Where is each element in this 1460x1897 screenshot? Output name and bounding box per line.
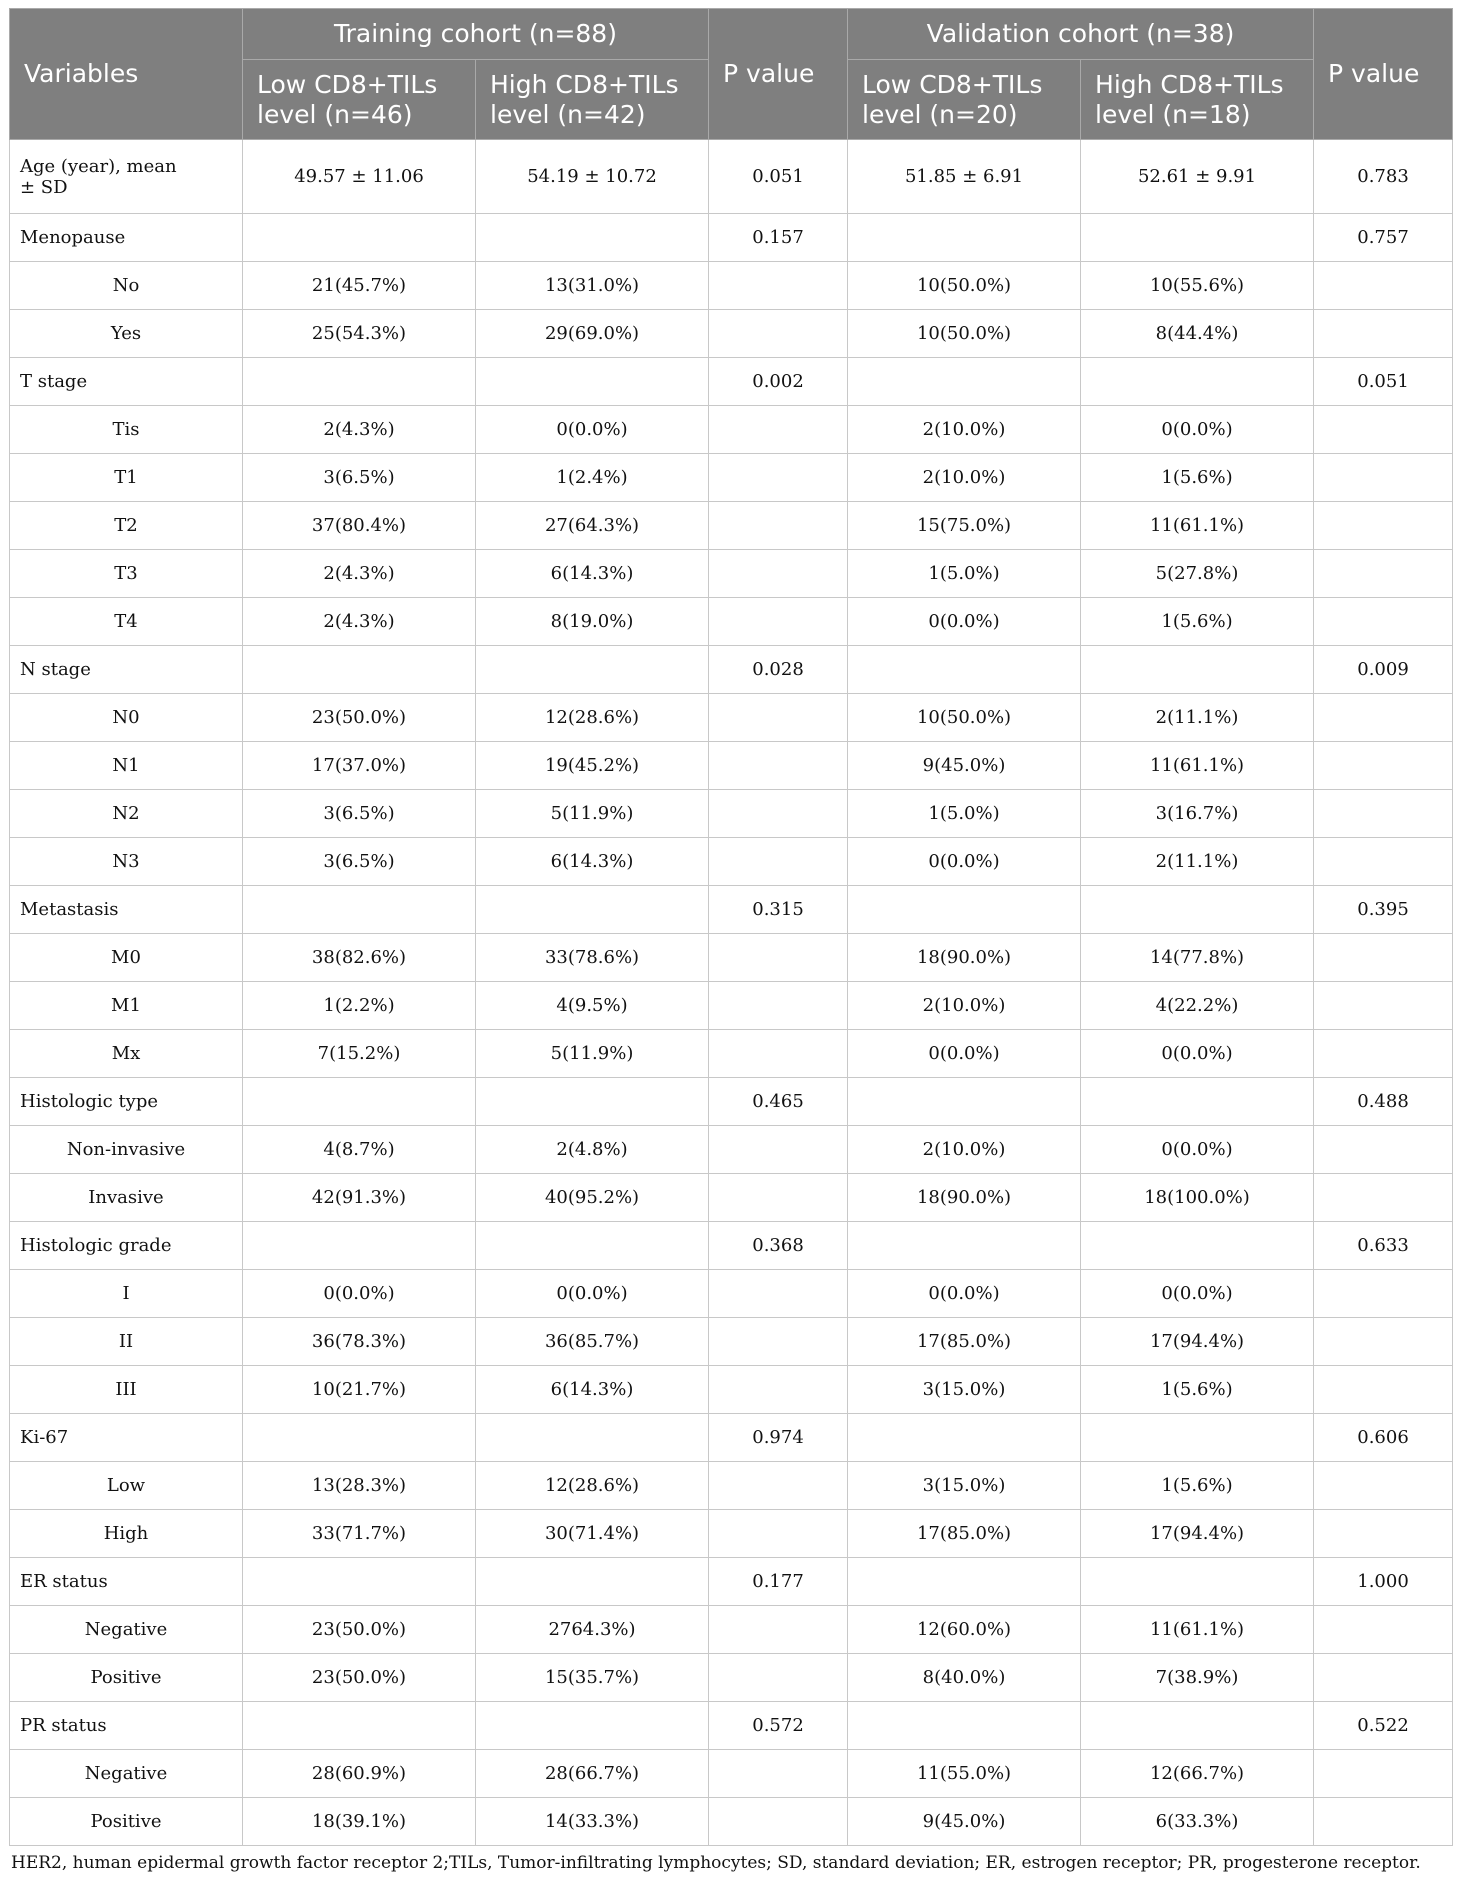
training-high-cell: [476, 886, 709, 934]
validation-high-cell: 1(5.6%): [1081, 598, 1314, 646]
validation-p-cell: [1314, 502, 1453, 550]
row-label: M0: [10, 934, 243, 982]
row-label: N2: [10, 790, 243, 838]
table-row-subcategory: [10, 1126, 1453, 1174]
training-high-cell: [476, 1414, 709, 1462]
validation-high-cell: 0(0.0%): [1081, 1030, 1314, 1078]
validation-high-cell: 2(11.1%): [1081, 694, 1314, 742]
training-low-cell: 2(4.3%): [243, 550, 476, 598]
training-p-cell: [709, 1654, 848, 1702]
row-label: Negative: [10, 1750, 243, 1798]
training-p-cell: [709, 790, 848, 838]
training-low-cell: 3(6.5%): [243, 838, 476, 886]
training-low-cell: [243, 1414, 476, 1462]
table-row-subcategory: [10, 838, 1453, 886]
row-label: No: [10, 262, 243, 310]
training-low-cell: [243, 1222, 476, 1270]
validation-high-cell: 12(66.7%): [1081, 1750, 1314, 1798]
row-label: High: [10, 1510, 243, 1558]
validation-high-cell: 0(0.0%): [1081, 406, 1314, 454]
validation-p-cell: [1314, 1126, 1453, 1174]
training-high-cell: 6(14.3%): [476, 550, 709, 598]
training-p-cell: [709, 550, 848, 598]
validation-high-cell: 17(94.4%): [1081, 1318, 1314, 1366]
table-row-variable: [10, 140, 1453, 214]
validation-high-cell: 7(38.9%): [1081, 1654, 1314, 1702]
validation-high-cell: [1081, 1702, 1314, 1750]
row-label: N3: [10, 838, 243, 886]
table-row-variable: [10, 1414, 1453, 1462]
table-row-subcategory: [10, 1318, 1453, 1366]
table-row-subcategory: [10, 790, 1453, 838]
header-validation-p-value: P value: [1314, 9, 1453, 140]
table-body: [10, 140, 1453, 1846]
training-low-cell: [243, 358, 476, 406]
training-high-cell: 1(2.4%): [476, 454, 709, 502]
validation-high-cell: 11(61.1%): [1081, 1606, 1314, 1654]
training-high-cell: 2(4.8%): [476, 1126, 709, 1174]
table-row-variable: [10, 1222, 1453, 1270]
validation-high-cell: 4(22.2%): [1081, 982, 1314, 1030]
header-validation-cohort: Validation cohort (n=38): [848, 9, 1314, 60]
training-low-cell: 7(15.2%): [243, 1030, 476, 1078]
training-p-cell: [709, 1798, 848, 1846]
table-row-subcategory: [10, 454, 1453, 502]
validation-high-cell: 14(77.8%): [1081, 934, 1314, 982]
validation-high-cell: 2(11.1%): [1081, 838, 1314, 886]
validation-high-cell: 1(5.6%): [1081, 454, 1314, 502]
training-p-cell: 0.465: [709, 1078, 848, 1126]
training-high-cell: 6(14.3%): [476, 1366, 709, 1414]
row-label: Positive: [10, 1654, 243, 1702]
training-low-cell: 0(0.0%): [243, 1270, 476, 1318]
validation-low-cell: 51.85 ± 6.91: [848, 140, 1081, 214]
validation-high-cell: [1081, 1558, 1314, 1606]
training-high-cell: 12(28.6%): [476, 694, 709, 742]
training-high-cell: 5(11.9%): [476, 1030, 709, 1078]
training-high-cell: 29(69.0%): [476, 310, 709, 358]
row-label: Age (year), mean ± SD: [10, 140, 243, 214]
table-row-subcategory: [10, 310, 1453, 358]
table-row-subcategory: [10, 1270, 1453, 1318]
validation-p-cell: 1.000: [1314, 1558, 1453, 1606]
training-high-cell: 27(64.3%): [476, 502, 709, 550]
validation-p-cell: 0.606: [1314, 1414, 1453, 1462]
table-row-subcategory: [10, 406, 1453, 454]
validation-p-cell: [1314, 1510, 1453, 1558]
training-low-cell: 3(6.5%): [243, 790, 476, 838]
validation-low-cell: [848, 1222, 1081, 1270]
row-label: T stage: [10, 358, 243, 406]
training-low-cell: 2(4.3%): [243, 406, 476, 454]
validation-p-cell: 0.783: [1314, 140, 1453, 214]
validation-high-cell: [1081, 358, 1314, 406]
training-high-cell: [476, 646, 709, 694]
validation-high-cell: 1(5.6%): [1081, 1462, 1314, 1510]
table-row-subcategory: [10, 694, 1453, 742]
training-low-cell: [243, 1078, 476, 1126]
validation-low-cell: [848, 1558, 1081, 1606]
row-label: Metastasis: [10, 886, 243, 934]
header-training-high: High CD8+TILs level (n=42): [476, 60, 709, 140]
training-low-cell: 28(60.9%): [243, 1750, 476, 1798]
training-high-cell: [476, 1078, 709, 1126]
validation-p-cell: [1314, 1174, 1453, 1222]
training-high-cell: 5(11.9%): [476, 790, 709, 838]
row-label: M1: [10, 982, 243, 1030]
validation-p-cell: 0.395: [1314, 886, 1453, 934]
training-p-cell: [709, 1126, 848, 1174]
validation-low-cell: 15(75.0%): [848, 502, 1081, 550]
validation-low-cell: 0(0.0%): [848, 1270, 1081, 1318]
validation-low-cell: 0(0.0%): [848, 598, 1081, 646]
validation-low-cell: 3(15.0%): [848, 1462, 1081, 1510]
validation-low-cell: [848, 1702, 1081, 1750]
validation-low-cell: 18(90.0%): [848, 934, 1081, 982]
validation-low-cell: 9(45.0%): [848, 742, 1081, 790]
training-low-cell: [243, 1702, 476, 1750]
table-row-variable: [10, 358, 1453, 406]
training-p-cell: [709, 1462, 848, 1510]
training-low-cell: 4(8.7%): [243, 1126, 476, 1174]
validation-p-cell: [1314, 934, 1453, 982]
training-p-cell: [709, 742, 848, 790]
validation-p-cell: [1314, 262, 1453, 310]
validation-low-cell: 2(10.0%): [848, 1126, 1081, 1174]
row-label: T3: [10, 550, 243, 598]
header-validation-low: Low CD8+TILs level (n=20): [848, 60, 1081, 140]
row-label: ER status: [10, 1558, 243, 1606]
training-p-cell: [709, 982, 848, 1030]
row-label: Tis: [10, 406, 243, 454]
training-high-cell: 15(35.7%): [476, 1654, 709, 1702]
training-high-cell: 12(28.6%): [476, 1462, 709, 1510]
header-training-p-value: P value: [709, 9, 848, 140]
validation-p-cell: [1314, 742, 1453, 790]
table-row-subcategory: [10, 1030, 1453, 1078]
training-high-cell: 28(66.7%): [476, 1750, 709, 1798]
validation-p-cell: 0.522: [1314, 1702, 1453, 1750]
training-high-cell: [476, 358, 709, 406]
training-p-cell: [709, 1174, 848, 1222]
training-high-cell: 4(9.5%): [476, 982, 709, 1030]
row-label: Invasive: [10, 1174, 243, 1222]
training-p-cell: 0.572: [709, 1702, 848, 1750]
table-row-variable: [10, 214, 1453, 262]
validation-low-cell: 1(5.0%): [848, 790, 1081, 838]
training-low-cell: 23(50.0%): [243, 1606, 476, 1654]
validation-low-cell: 2(10.0%): [848, 406, 1081, 454]
validation-high-cell: 18(100.0%): [1081, 1174, 1314, 1222]
training-low-cell: 49.57 ± 11.06: [243, 140, 476, 214]
row-label: Histologic grade: [10, 1222, 243, 1270]
row-label: N stage: [10, 646, 243, 694]
table-row-subcategory: [10, 1462, 1453, 1510]
validation-p-cell: [1314, 838, 1453, 886]
row-label: Ki-67: [10, 1414, 243, 1462]
validation-p-cell: [1314, 1366, 1453, 1414]
training-low-cell: 10(21.7%): [243, 1366, 476, 1414]
table-row-subcategory: [10, 1174, 1453, 1222]
training-low-cell: 36(78.3%): [243, 1318, 476, 1366]
table-footnote: HER2, human epidermal growth factor receptor 2;TILs, Tumor-infiltrating lymphocytes; SD, standard deviation; ER, estrogen receptor; PR, progesterone receptor.: [11, 1853, 1421, 1873]
table-row-variable: [10, 1078, 1453, 1126]
training-low-cell: 42(91.3%): [243, 1174, 476, 1222]
row-label: Non-invasive: [10, 1126, 243, 1174]
training-low-cell: [243, 1558, 476, 1606]
validation-high-cell: [1081, 1414, 1314, 1462]
validation-high-cell: [1081, 214, 1314, 262]
validation-high-cell: 11(61.1%): [1081, 742, 1314, 790]
header-validation-high: High CD8+TILs level (n=18): [1081, 60, 1314, 140]
training-p-cell: [709, 1318, 848, 1366]
row-label: Positive: [10, 1798, 243, 1846]
training-p-cell: [709, 598, 848, 646]
training-high-cell: 2764.3%): [476, 1606, 709, 1654]
validation-low-cell: 9(45.0%): [848, 1798, 1081, 1846]
table-row-subcategory: [10, 1750, 1453, 1798]
validation-low-cell: 10(50.0%): [848, 310, 1081, 358]
validation-low-cell: [848, 1078, 1081, 1126]
validation-low-cell: 2(10.0%): [848, 982, 1081, 1030]
training-low-cell: 3(6.5%): [243, 454, 476, 502]
validation-p-cell: [1314, 1654, 1453, 1702]
training-p-cell: [709, 1750, 848, 1798]
training-low-cell: 18(39.1%): [243, 1798, 476, 1846]
validation-p-cell: [1314, 1318, 1453, 1366]
validation-low-cell: 2(10.0%): [848, 454, 1081, 502]
training-p-cell: [709, 262, 848, 310]
training-p-cell: [709, 838, 848, 886]
training-p-cell: 0.002: [709, 358, 848, 406]
validation-low-cell: 1(5.0%): [848, 550, 1081, 598]
training-low-cell: 25(54.3%): [243, 310, 476, 358]
table-row-subcategory: [10, 1366, 1453, 1414]
row-label: Yes: [10, 310, 243, 358]
validation-p-cell: 0.051: [1314, 358, 1453, 406]
validation-high-cell: [1081, 1078, 1314, 1126]
training-low-cell: 33(71.7%): [243, 1510, 476, 1558]
training-high-cell: 40(95.2%): [476, 1174, 709, 1222]
training-p-cell: 0.974: [709, 1414, 848, 1462]
training-p-cell: 0.177: [709, 1558, 848, 1606]
validation-p-cell: [1314, 1270, 1453, 1318]
validation-p-cell: 0.488: [1314, 1078, 1453, 1126]
validation-high-cell: [1081, 1222, 1314, 1270]
validation-p-cell: [1314, 406, 1453, 454]
training-high-cell: 6(14.3%): [476, 838, 709, 886]
table-row-subcategory: [10, 742, 1453, 790]
table-row-variable: [10, 646, 1453, 694]
row-label: Mx: [10, 1030, 243, 1078]
training-low-cell: 38(82.6%): [243, 934, 476, 982]
row-label: T2: [10, 502, 243, 550]
validation-high-cell: [1081, 886, 1314, 934]
validation-low-cell: 17(85.0%): [848, 1510, 1081, 1558]
table-header: [10, 9, 1453, 140]
validation-high-cell: [1081, 646, 1314, 694]
table-row-subcategory: [10, 598, 1453, 646]
row-label: I: [10, 1270, 243, 1318]
validation-p-cell: [1314, 454, 1453, 502]
validation-high-cell: 3(16.7%): [1081, 790, 1314, 838]
training-high-cell: 0(0.0%): [476, 406, 709, 454]
validation-p-cell: [1314, 694, 1453, 742]
table-row-subcategory: [10, 1606, 1453, 1654]
row-label: N0: [10, 694, 243, 742]
validation-p-cell: [1314, 550, 1453, 598]
training-p-cell: [709, 502, 848, 550]
training-high-cell: [476, 1702, 709, 1750]
validation-low-cell: [848, 886, 1081, 934]
validation-high-cell: 1(5.6%): [1081, 1366, 1314, 1414]
training-high-cell: 0(0.0%): [476, 1270, 709, 1318]
validation-low-cell: 0(0.0%): [848, 1030, 1081, 1078]
validation-low-cell: 11(55.0%): [848, 1750, 1081, 1798]
training-low-cell: [243, 214, 476, 262]
training-high-cell: 8(19.0%): [476, 598, 709, 646]
row-label: Low: [10, 1462, 243, 1510]
table-row-variable: [10, 1558, 1453, 1606]
training-low-cell: 21(45.7%): [243, 262, 476, 310]
training-low-cell: [243, 646, 476, 694]
validation-low-cell: 10(50.0%): [848, 694, 1081, 742]
training-low-cell: 1(2.2%): [243, 982, 476, 1030]
table-row-variable: [10, 1702, 1453, 1750]
row-label: Menopause: [10, 214, 243, 262]
validation-low-cell: 10(50.0%): [848, 262, 1081, 310]
row-label: PR status: [10, 1702, 243, 1750]
row-label: T4: [10, 598, 243, 646]
training-p-cell: [709, 1030, 848, 1078]
validation-low-cell: [848, 1414, 1081, 1462]
validation-p-cell: [1314, 310, 1453, 358]
training-high-cell: 30(71.4%): [476, 1510, 709, 1558]
validation-high-cell: 5(27.8%): [1081, 550, 1314, 598]
validation-low-cell: 0(0.0%): [848, 838, 1081, 886]
cohort-characteristics-table: [9, 8, 1453, 1846]
training-p-cell: [709, 1366, 848, 1414]
table-row-subcategory: [10, 502, 1453, 550]
training-high-cell: [476, 1558, 709, 1606]
validation-p-cell: [1314, 1030, 1453, 1078]
training-p-cell: 0.157: [709, 214, 848, 262]
header-training-cohort: Training cohort (n=88): [243, 9, 709, 60]
table-row-subcategory: [10, 1654, 1453, 1702]
validation-high-cell: 0(0.0%): [1081, 1126, 1314, 1174]
training-high-cell: 13(31.0%): [476, 262, 709, 310]
training-p-cell: 0.028: [709, 646, 848, 694]
validation-p-cell: [1314, 1462, 1453, 1510]
training-p-cell: [709, 694, 848, 742]
training-p-cell: [709, 1510, 848, 1558]
validation-low-cell: 12(60.0%): [848, 1606, 1081, 1654]
training-p-cell: [709, 1270, 848, 1318]
validation-low-cell: 18(90.0%): [848, 1174, 1081, 1222]
header-training-low: Low CD8+TILs level (n=46): [243, 60, 476, 140]
training-low-cell: 23(50.0%): [243, 1654, 476, 1702]
training-low-cell: [243, 886, 476, 934]
validation-p-cell: [1314, 1606, 1453, 1654]
training-low-cell: 23(50.0%): [243, 694, 476, 742]
header-variables: Variables: [10, 9, 243, 140]
training-p-cell: [709, 1606, 848, 1654]
training-high-cell: 14(33.3%): [476, 1798, 709, 1846]
validation-p-cell: 0.633: [1314, 1222, 1453, 1270]
training-high-cell: [476, 214, 709, 262]
training-high-cell: 19(45.2%): [476, 742, 709, 790]
table-row-subcategory: [10, 550, 1453, 598]
row-label: Histologic type: [10, 1078, 243, 1126]
validation-low-cell: 3(15.0%): [848, 1366, 1081, 1414]
validation-low-cell: [848, 646, 1081, 694]
validation-high-cell: 8(44.4%): [1081, 310, 1314, 358]
validation-high-cell: 17(94.4%): [1081, 1510, 1314, 1558]
validation-p-cell: [1314, 598, 1453, 646]
row-label: T1: [10, 454, 243, 502]
training-high-cell: 36(85.7%): [476, 1318, 709, 1366]
training-low-cell: 37(80.4%): [243, 502, 476, 550]
row-label: Negative: [10, 1606, 243, 1654]
table-row-subcategory: [10, 982, 1453, 1030]
row-label: N1: [10, 742, 243, 790]
training-low-cell: 2(4.3%): [243, 598, 476, 646]
validation-high-cell: 11(61.1%): [1081, 502, 1314, 550]
table-row-subcategory: [10, 1798, 1453, 1846]
table-row-subcategory: [10, 1510, 1453, 1558]
training-p-cell: 0.315: [709, 886, 848, 934]
training-high-cell: [476, 1222, 709, 1270]
row-label: III: [10, 1366, 243, 1414]
validation-high-cell: 52.61 ± 9.91: [1081, 140, 1314, 214]
validation-p-cell: 0.009: [1314, 646, 1453, 694]
table-row-subcategory: [10, 262, 1453, 310]
table-row-subcategory: [10, 934, 1453, 982]
validation-p-cell: [1314, 1798, 1453, 1846]
training-low-cell: 13(28.3%): [243, 1462, 476, 1510]
row-label: II: [10, 1318, 243, 1366]
training-p-cell: [709, 934, 848, 982]
validation-low-cell: 8(40.0%): [848, 1654, 1081, 1702]
training-p-cell: 0.051: [709, 140, 848, 214]
validation-high-cell: 6(33.3%): [1081, 1798, 1314, 1846]
validation-p-cell: 0.757: [1314, 214, 1453, 262]
training-p-cell: 0.368: [709, 1222, 848, 1270]
validation-low-cell: 17(85.0%): [848, 1318, 1081, 1366]
training-low-cell: 17(37.0%): [243, 742, 476, 790]
training-p-cell: [709, 454, 848, 502]
training-p-cell: [709, 310, 848, 358]
table-row-variable: [10, 886, 1453, 934]
validation-low-cell: [848, 358, 1081, 406]
validation-p-cell: [1314, 790, 1453, 838]
table-container: [9, 8, 1452, 1873]
validation-high-cell: 0(0.0%): [1081, 1270, 1314, 1318]
validation-p-cell: [1314, 982, 1453, 1030]
training-p-cell: [709, 406, 848, 454]
training-high-cell: 54.19 ± 10.72: [476, 140, 709, 214]
validation-p-cell: [1314, 1750, 1453, 1798]
training-high-cell: 33(78.6%): [476, 934, 709, 982]
validation-high-cell: 10(55.6%): [1081, 262, 1314, 310]
validation-low-cell: [848, 214, 1081, 262]
